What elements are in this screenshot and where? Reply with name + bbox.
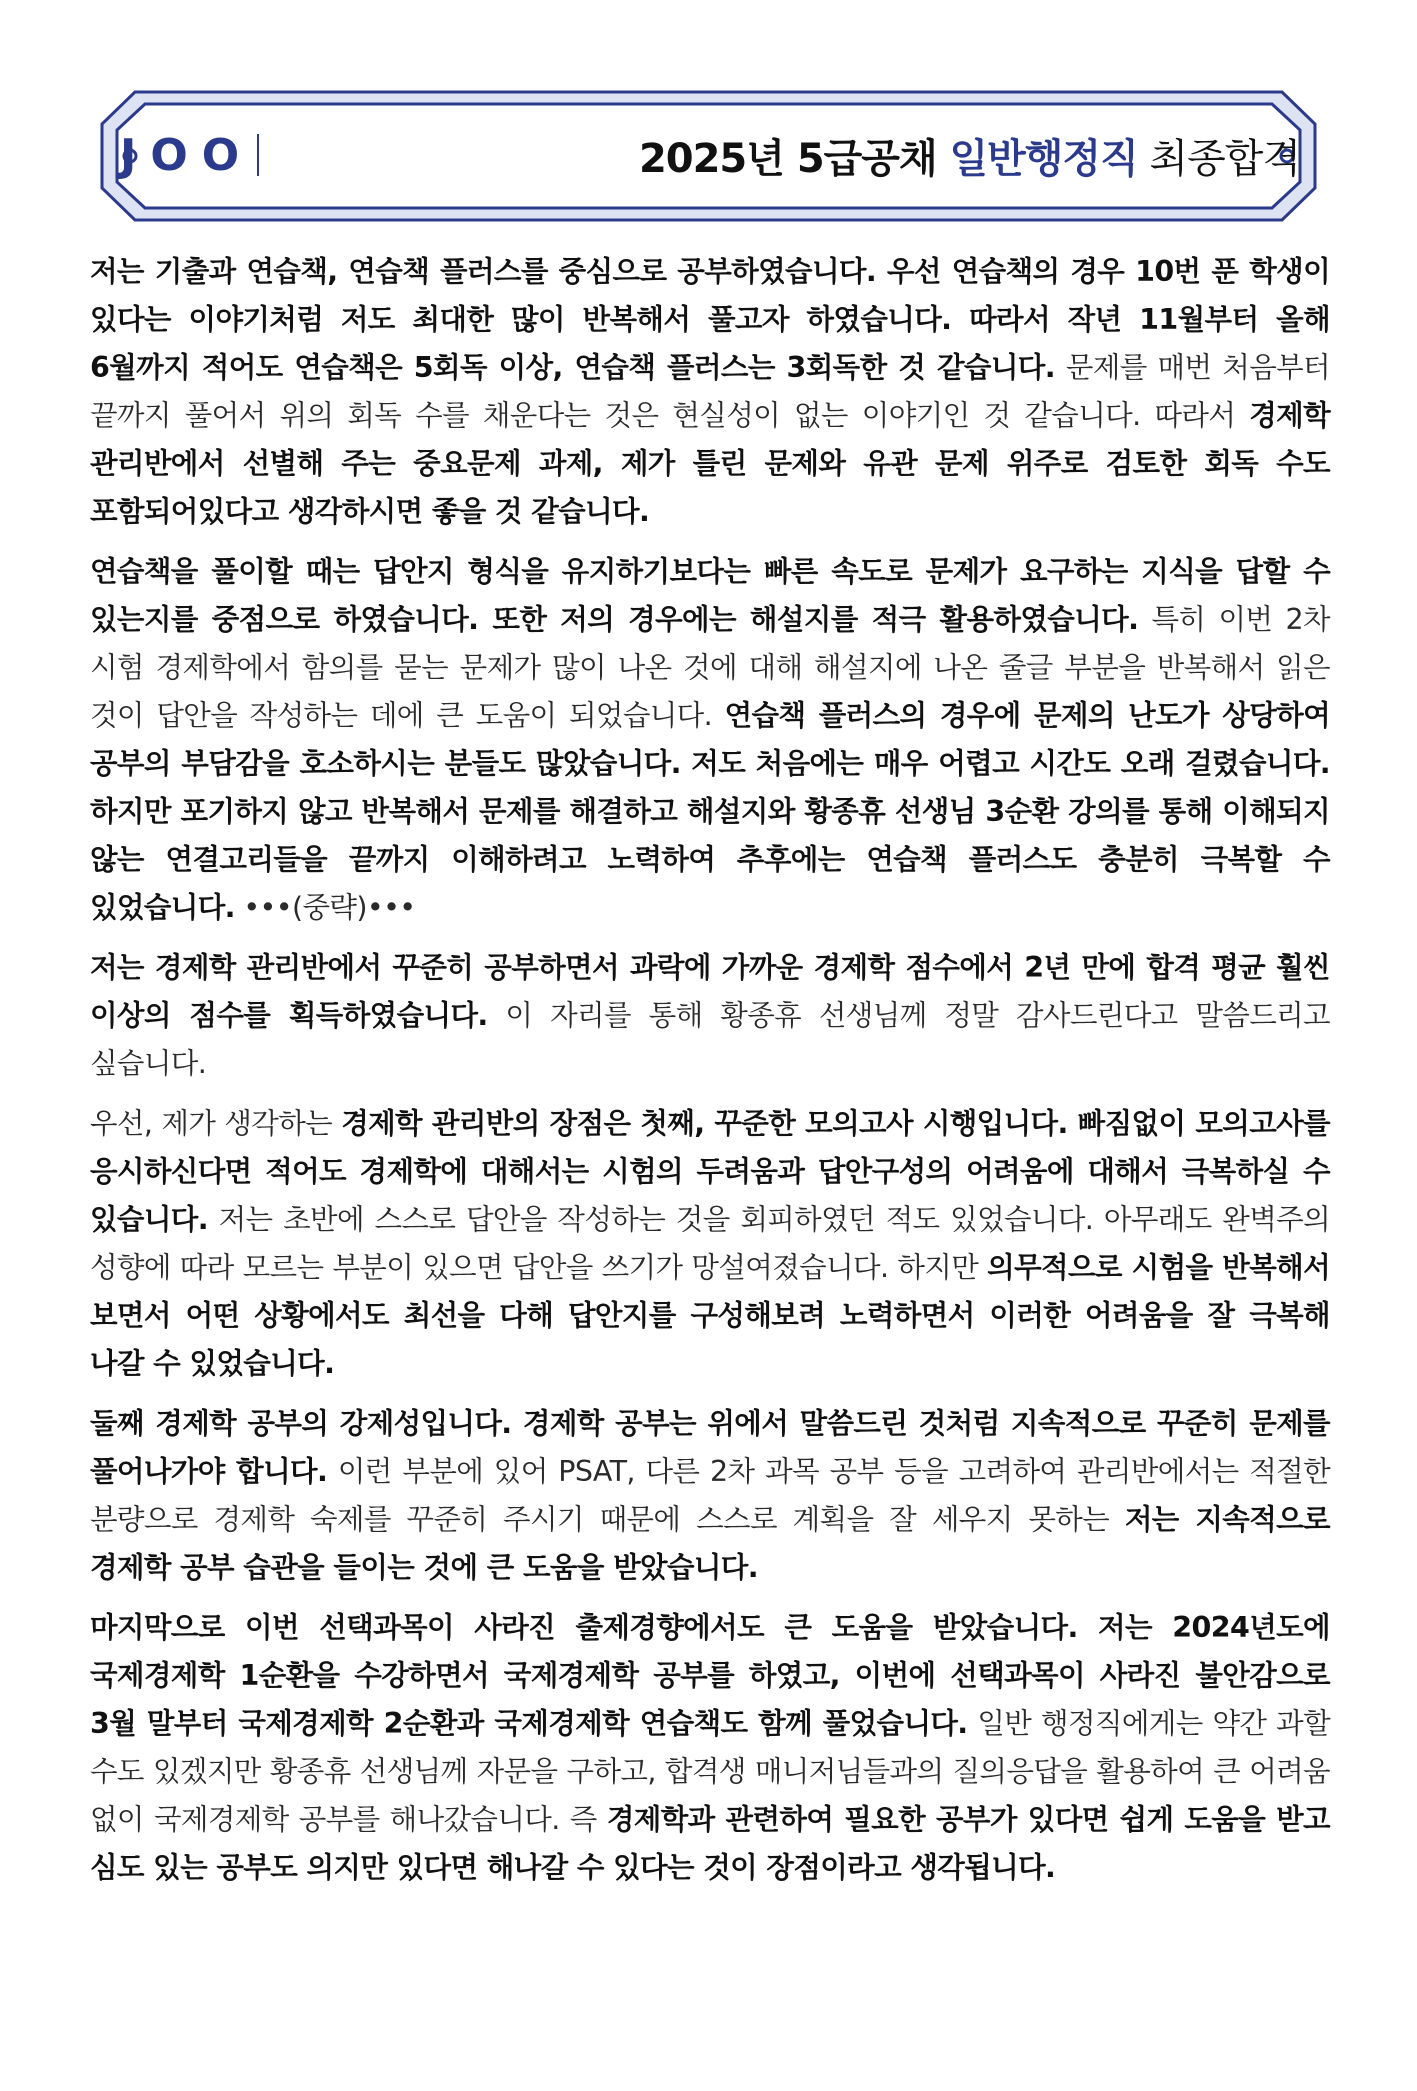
title-accent: 일반행정직 xyxy=(949,135,1138,182)
paragraph xyxy=(90,944,1330,1088)
testimonial-body xyxy=(90,248,1330,1904)
text-run: 연습책을 풀이할 때는 답안지 형식을 유지하기보다는 빠른 속도로 문제가 요구하는 지식을 답할 수 있는지를 중점으로 하였습니다. 또한 저의 경우에는 해설지를 적극 활용하였습니다. xyxy=(90,555,1330,636)
paragraph xyxy=(90,548,1330,932)
text-run: 경제학 관리반의 장점은 첫째, 꾸준한 모의고사 시행입니다. 빠짐없이 모의고사를 응시하신다면 적어도 경제학에 대해서는 시험의 두려움과 답안구성의 어려움에 대해서 극복하실 수 있습니다. xyxy=(90,1107,1330,1236)
paragraph xyxy=(90,1604,1330,1892)
brand-divider xyxy=(257,134,259,176)
header xyxy=(120,120,1300,190)
brand-text: JOO xyxy=(120,129,254,181)
paragraph xyxy=(90,1400,1330,1592)
text-run: 마지막으로 이번 선택과목이 사라진 출제경향에서도 큰 도움을 받았습니다. 저는 2024년도에 국제경제학 1순환을 수강하면서 국제경제학 공부를 하였고, 이번에 선택과목이 사라진 불안감으로 3월 말부터 국제경제학 2순환과 국제경제학 연습책도 함께 풀었습니다. xyxy=(90,1611,1330,1740)
text-run: 연습책 플러스의 경우에 문제의 난도가 상당하여 공부의 부담감을 호소하시는 분들도 많았습니다. 저도 처음에는 매우 어렵고 시간도 오래 걸렸습니다. 하지만 포기하지 않고 반복해서 문제를 해결하고 해설지와 황종휴 선생님 3순환 강의를 통해 이해되지 않는 연결고리들을 끝까지 이해하려고 노력하여 추후에는 연습책 플러스도 충분히 극복할 수 있었습니다. xyxy=(90,699,1331,924)
text-run: 문제를 매번 처음부터 끝까지 풀어서 위의 회독 수를 채운다는 것은 현실성이 없는 이야기인 것 같습니다. 따라서 xyxy=(90,351,1330,432)
text-run: 저는 기출과 연습책, 연습책 플러스를 중심으로 공부하였습니다. 우선 연습책의 경우 10번 푼 학생이 있다는 이야기처럼 저도 최대한 많이 반복해서 풀고자 하였습니다. 따라서 작년 11월부터 올해 6월까지 적어도 연습책은 5회독 이상, 연습책 플러스는 3회독한 것 같습니다. xyxy=(90,255,1330,384)
text-run: 일반 행정직에게는 약간 과할 수도 있겠지만 황종휴 선생님께 자문을 구하고, 합격생 매니저님들과의 질의응답을 활용하여 큰 어려움 없이 국제경제학 공부를 해나갔습니다. 즉 xyxy=(90,1707,1331,1836)
page-title xyxy=(639,127,1300,184)
text-run: 의무적으로 시험을 반복해서 보면서 어떤 상황에서도 최선을 다해 답안지를 구성해보려 노력하면서 이러한 어려움을 잘 극복해 나갈 수 있었습니다. xyxy=(90,1251,1330,1380)
title-suffix: 최종합격 xyxy=(1137,135,1300,182)
text-run: 경제학 관리반에서 선별해 주는 중요문제 과제, 제가 틀린 문제와 유관 문제 위주로 검토한 회독 수도 포함되어있다고 생각하시면 좋을 것 같습니다. xyxy=(90,399,1330,528)
text-run: •••(중략)••• xyxy=(234,891,416,924)
text-run: 저는 지속적으로 경제학 공부 습관을 들이는 것에 큰 도움을 받았습니다. xyxy=(90,1503,1330,1584)
text-run: 이런 부분에 있어 PSAT, 다른 2차 과목 공부 등을 고려하여 관리반에서는 적절한 분량으로 경제학 숙제를 꾸준히 주시기 때문에 스스로 계획을 잘 세우지 못하는 xyxy=(90,1455,1330,1536)
title-prefix: 2025년 5급공채 xyxy=(638,135,950,182)
brand-logo xyxy=(120,130,259,181)
text-run: 저는 경제학 관리반에서 꾸준히 공부하면서 과락에 가까운 경제학 점수에서 2년 만에 합격 평균 훨씬 이상의 점수를 획득하였습니다. xyxy=(90,951,1330,1032)
text-run: 저는 초반에 스스로 답안을 작성하는 것을 회피하였던 적도 있었습니다. 아무래도 완벽주의 성향에 따라 모르는 부분이 있으면 답안을 쓰기가 망설여졌습니다. 하지만 xyxy=(90,1203,1330,1284)
paragraph xyxy=(90,248,1330,536)
text-run: 이 자리를 통해 황종휴 선생님께 정말 감사드린다고 말씀드리고 싶습니다. xyxy=(90,999,1330,1080)
text-run: 특히 이번 2차 시험 경제학에서 함의를 묻는 문제가 많이 나온 것에 대해 해설지에 나온 줄글 부분을 반복해서 읽은 것이 답안을 작성하는 데에 큰 도움이 되었습니다. xyxy=(90,603,1330,732)
text-run: 둘째 경제학 공부의 강제성입니다. 경제학 공부는 위에서 말씀드린 것처럼 지속적으로 꾸준히 문제를 풀어나가야 합니다. xyxy=(90,1407,1330,1488)
paragraph xyxy=(90,1100,1330,1388)
text-run: 경제학과 관련하여 필요한 공부가 있다면 쉽게 도움을 받고 심도 있는 공부도 의지만 있다면 해나갈 수 있다는 것이 장점이라고 생각됩니다. xyxy=(90,1803,1330,1884)
text-run: 우선, 제가 생각하는 xyxy=(90,1107,342,1140)
